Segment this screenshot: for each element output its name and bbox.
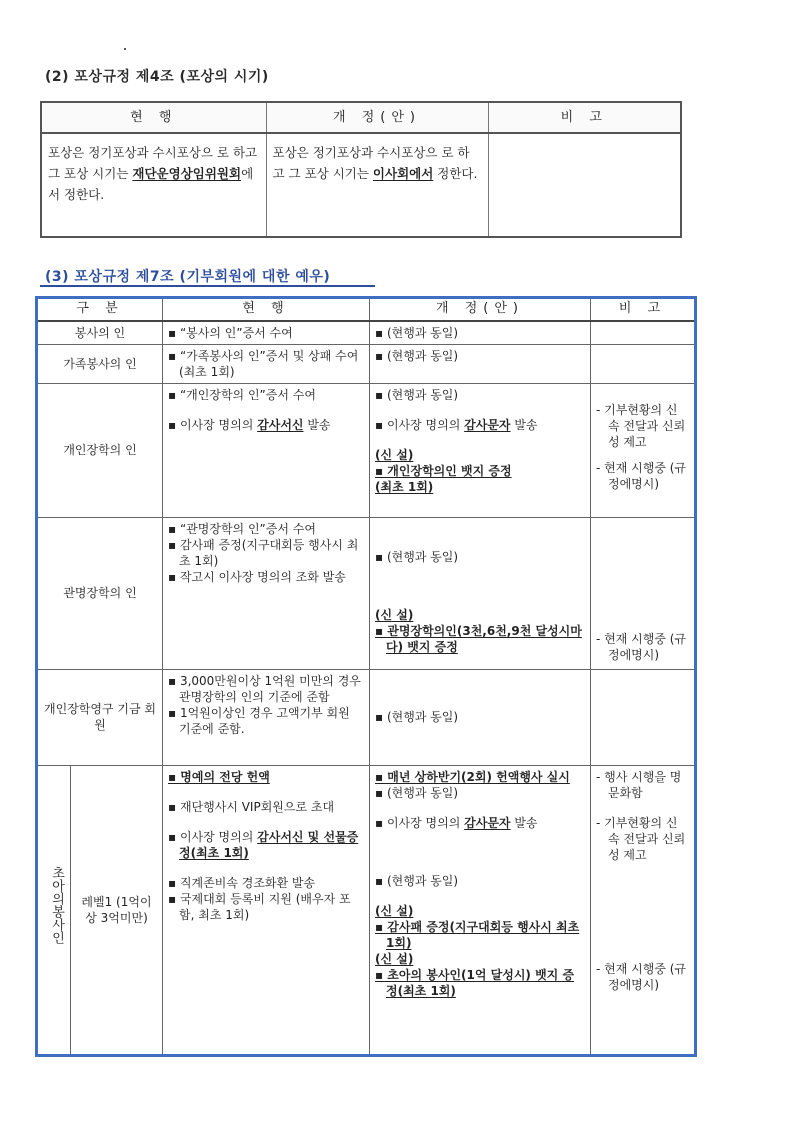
current-cell: ▪ “가족봉사의 인”증서 및 상패 수여 (최초 1회): [163, 344, 370, 383]
header-current: 현 행: [163, 298, 370, 321]
note-cell: - 기부현황의 신속 전달과 신뢰성 제고 - 현재 시행중 (규정에명시): [591, 383, 696, 517]
section-3-table: [35, 296, 697, 1057]
category-cell: 개인장학영구 기금 회원: [37, 669, 163, 765]
group-cell: 초아의봉사인: [37, 765, 71, 1055]
revised-cell: ▪ (현행과 동일): [370, 321, 591, 345]
current-cell: ▪ 명예의 전당 헌액 ▪ 재단행사시 VIP회원으로 초대 ▪ 이사장 명의의 감사서신 및 선물증정(최초 1회) ▪ 직계존비속 경조화환 발송 ▪ 국제대회 등록비 지원 (배우자 포함, 최초 1회): [163, 765, 370, 1055]
section-2-heading: (2) 포상규정 제4조 (포상의 시기): [45, 69, 269, 85]
header-revised: 개 정(안): [266, 102, 488, 133]
note-cell: [488, 133, 681, 237]
table-header-row: [37, 298, 696, 321]
current-cell: ▪ 3,000만원이상 1억원 미만의 경우 관명장학의 인의 기준에 준함 ▪ 1억원이상인 경우 고액기부 회원 기준에 준함.: [163, 669, 370, 765]
current-cell: ▪ “관명장학의 인”증서 수여 ▪ 감사패 증정(지구대회등 행사시 최초 1회) ▪ 작고시 이사장 명의의 조화 발송: [163, 517, 370, 669]
category-cell: 봉사의 인: [37, 321, 163, 345]
category-cell: 개인장학의 인: [37, 383, 163, 517]
current-rule-cell: 포상은 정기포상과 수시포상으 로 하고 그 포상 시기는 재단운영상임위원회에서 정한다.: [41, 133, 266, 237]
header-current: 현 행: [41, 102, 266, 133]
table-row: [41, 133, 681, 237]
section-2-table: [40, 101, 682, 238]
level-cell: 레벨1 (1억이상 3억미만): [71, 765, 163, 1055]
table-row: [37, 669, 696, 765]
header-note: 비 고: [591, 298, 696, 321]
revised-cell: ▪ (현행과 동일): [370, 344, 591, 383]
current-cell: ▪ “개인장학의 인”증서 수여 ▪ 이사장 명의의 감사서신 발송: [163, 383, 370, 517]
header-category: 구 분: [37, 298, 163, 321]
revised-cell: ▪ (현행과 동일) ▪ 이사장 명의의 감사문자 발송 (신 설) ▪ 개인장학의인 뱃지 증정 (최초 1회): [370, 383, 591, 517]
section-3-heading: (3) 포상규정 제7조 (기부회원에 대한 예우): [45, 269, 331, 285]
revised-cell: ▪ 매년 상하반기(2회) 헌액행사 실시 ▪ (현행과 동일) ▪ 이사장 명의의 감사문자 발송 ▪ (현행과 동일) (신 설) ▪ 감사패 증정(지구대회등 행사시 최초 1회) (신 설) ▪ 초아의 봉사인(1억 달성시) 뱃지 증정(최초 1회): [370, 765, 591, 1055]
note-cell: [591, 669, 696, 765]
table-row: [37, 517, 696, 669]
header-note: 비 고: [488, 102, 681, 133]
header-revised: 개 정(안): [370, 298, 591, 321]
category-cell: 가족봉사의 인: [37, 344, 163, 383]
note-cell: [591, 344, 696, 383]
table-header-row: [41, 102, 681, 133]
note-cell: - 현재 시행중 (규정에명시): [591, 517, 696, 669]
note-cell: - 행사 시행을 명문화함 - 기부현황의 신속 전달과 신뢰성 제고 - 현재 시행중 (규정에명시): [591, 765, 696, 1055]
table-row: [37, 383, 696, 517]
current-cell: ▪ “봉사의 인”증서 수여: [163, 321, 370, 345]
scan-speck: [124, 48, 126, 50]
note-cell: [591, 321, 696, 345]
table-row: [37, 765, 696, 1055]
table-row: [37, 344, 696, 383]
revised-cell: ▪ (현행과 동일) (신 설) ▪ 관명장학의인(3천,6천,9천 달성시마다) 뱃지 증정: [370, 517, 591, 669]
table-row: [37, 321, 696, 345]
heading-underline: [40, 285, 375, 287]
revised-rule-cell: 포상은 정기포상과 수시포상으 로 하고 그 포상 시기는 이사회에서 정한다.: [266, 133, 488, 237]
revised-cell: ▪ (현행과 동일): [370, 669, 591, 765]
category-cell: 관명장학의 인: [37, 517, 163, 669]
